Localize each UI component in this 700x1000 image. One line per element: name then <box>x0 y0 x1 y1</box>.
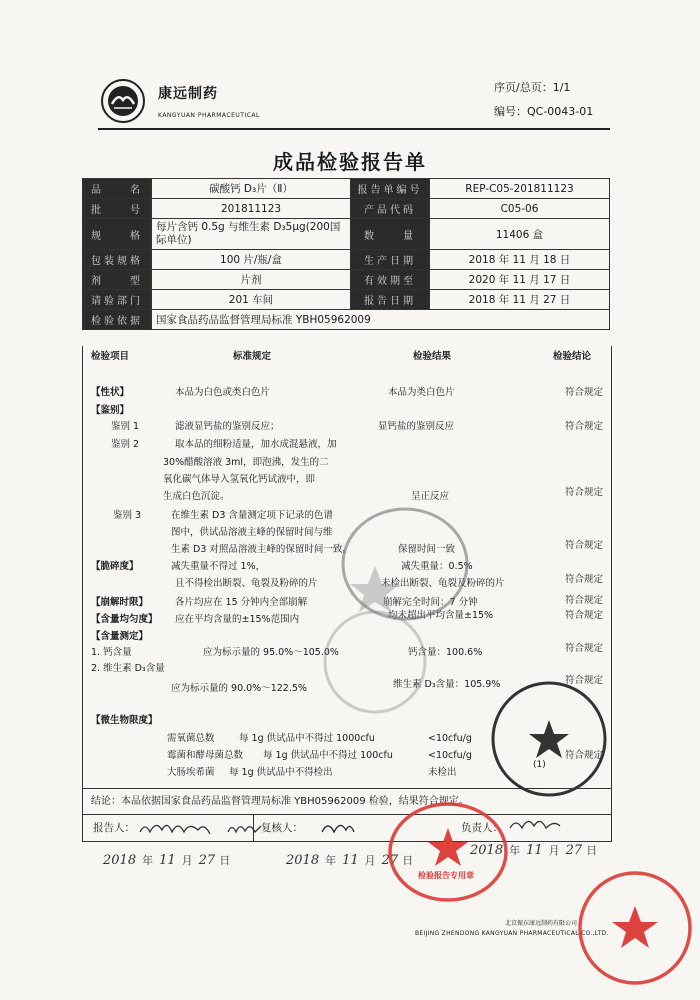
std-vitamin-d3: 应为标示量的 90.0%～122.5% <box>171 683 307 694</box>
expiry-value: 2020 年 11 月 17 日 <box>430 270 610 290</box>
item-id2: 鉴别 2 <box>111 439 140 450</box>
con-microbial: 符合规定 <box>565 750 604 761</box>
item-uniformity: 【含量均匀度】 <box>91 614 158 625</box>
res-vitamin-d3: 维生素 D₃含量：105.9% <box>393 679 501 690</box>
con-id3: 符合规定 <box>565 540 604 551</box>
std-friability-1: 减失重量不得过 1%， <box>171 561 266 572</box>
con-id2: 符合规定 <box>565 487 604 498</box>
dept-label: 请验部门 <box>83 290 152 310</box>
std-calcium: 应为标示量的 95.0%～105.0% <box>203 647 339 658</box>
product-name-label: 品 名 <box>83 179 152 199</box>
std-id3-line3: 生素 D3 对照品溶液主峰的保留时间一致。 <box>171 544 352 555</box>
col-header-result: 检验结果 <box>413 351 452 362</box>
item-disintegration: 【崩解时限】 <box>91 597 149 608</box>
spec-label: 规 格 <box>83 219 152 250</box>
reporter-date-day: 27 <box>198 853 216 868</box>
responsible-date-month-char: 月 <box>548 844 560 857</box>
basis-value: 国家食品药品监督管理局标准 YBH05962009 <box>152 310 610 330</box>
item-calcium: 1. 钙含量 <box>91 647 132 658</box>
footer-company-cn: 北京振东康远制药有限公司 <box>505 920 578 927</box>
responsible-date-year: 2018 <box>470 843 504 858</box>
item-appearance: 【性状】 <box>91 387 130 398</box>
res-friability-2: 未检出断裂、龟裂及粉碎的片 <box>381 578 505 589</box>
report-date-value: 2018 年 11 月 27 日 <box>430 290 610 310</box>
std-appearance: 本品为白色或类白色片 <box>175 387 271 398</box>
footer-company-en: BEIJING ZHENDONG KANGYUAN PHARMACEUTICAL CO.,LTD. <box>415 930 609 937</box>
std-id2-line2: 30%醋酸溶液 3ml，即泡沸，发生的二 <box>163 457 329 468</box>
item-identification: 【鉴别】 <box>91 405 130 416</box>
res-appearance: 本品为类白色片 <box>388 387 455 398</box>
item-microbial: 【微生物限度】 <box>91 715 158 726</box>
reviewer-date-day: 27 <box>381 853 399 868</box>
reporter-date-year-char: 年 <box>142 854 154 867</box>
mfg-date-value: 2018 年 11 月 18 日 <box>430 250 610 270</box>
con-id1: 符合规定 <box>565 421 604 432</box>
col-header-standard: 标准规定 <box>233 351 272 362</box>
res-friability-1: 减失重量：0.5% <box>401 561 473 572</box>
stamp-quality-dept <box>300 484 510 714</box>
mfg-date-label: 生产日期 <box>351 250 430 270</box>
con-calcium: 符合规定 <box>565 643 604 654</box>
document-number: 编号：QC-0043-01 <box>494 105 594 118</box>
spec-value: 每片含钙 0.5g 与维生素 D₃5μg(200国际单位) <box>152 219 351 250</box>
reviewer-date-year: 2018 <box>286 853 320 868</box>
std-uniformity: 应在平均含量的±15%范围内 <box>175 614 300 625</box>
con-vitamin-d3: 符合规定 <box>565 675 604 686</box>
expiry-label: 有效期至 <box>351 270 430 290</box>
pack-label: 包装规格 <box>83 250 152 270</box>
reporter-date-year: 2018 <box>103 853 137 868</box>
col-header-conclusion: 检验结论 <box>553 351 592 362</box>
dept-value: 201 车间 <box>152 290 351 310</box>
reviewer-label: 复核人： <box>261 822 303 834</box>
responsible-label: 负责人： <box>461 822 503 834</box>
item-assay: 【含量测定】 <box>91 631 149 642</box>
report-no-value: REP-C05-201811123 <box>430 179 610 199</box>
std-id1: 滤液显钙盐的鉴别反应； <box>175 421 280 432</box>
form-label: 剂 型 <box>83 270 152 290</box>
stamp-quality-inspection <box>486 676 612 802</box>
responsible-date-year-char: 年 <box>509 844 521 857</box>
std-id2-line1: 取本品的细粉适量，加水成混悬液，加 <box>175 439 337 450</box>
con-friability: 符合规定 <box>565 574 604 585</box>
item-id1: 鉴别 1 <box>111 421 140 432</box>
company-name: 康远制药 <box>158 86 218 102</box>
batch-value: 201811123 <box>152 199 351 219</box>
product-code-value: C05-06 <box>430 199 610 219</box>
item-yeast-mold: 霉菌和酵母菌总数 <box>167 750 244 761</box>
report-date-label: 报告日期 <box>351 290 430 310</box>
res-disintegration: 崩解完全时间：7 分钟 <box>383 597 478 608</box>
item-id3: 鉴别 3 <box>113 510 142 521</box>
res-aerobic: <10cfu/g <box>428 733 472 744</box>
stamp-report-center: 检验报告专用章 <box>418 871 474 880</box>
stamp-report <box>386 800 510 910</box>
stamp-inspection-number: (1) <box>533 760 546 770</box>
std-ecoli: 每 1g 供试品中不得检出 <box>229 767 333 778</box>
reviewer-date-year-char: 年 <box>325 854 337 867</box>
col-header-item: 检验项目 <box>91 351 130 362</box>
std-id2-line3: 氧化碳气体导入氢氧化钙试液中，即 <box>163 474 316 485</box>
reporter-label: 报告人： <box>93 822 135 834</box>
con-uniformity: 符合规定 <box>565 610 604 621</box>
stamp-suzhou <box>575 868 695 988</box>
reporter-date-month-char: 月 <box>181 854 193 867</box>
conclusion-text: 结论：本品依据国家食品药品监督管理局标准 YBH05962009 检验，结果符合规定。 <box>91 796 469 807</box>
item-vitamin-d3: 2. 维生素 D₃含量 <box>91 663 165 674</box>
product-code-label: 产品代码 <box>351 199 430 219</box>
std-aerobic: 每 1g 供试品中不得过 1000cfu <box>239 733 375 744</box>
con-disintegration: 符合规定 <box>565 595 604 606</box>
std-id3-line1: 在维生素 D3 含量测定项下记录的色谱 <box>171 510 333 521</box>
reporter-date-month: 11 <box>159 853 176 868</box>
res-id2: 呈正反应 <box>411 491 450 502</box>
responsible-date-day-char: 日 <box>586 844 598 857</box>
batch-label: 批 号 <box>83 199 152 219</box>
responsible-date-month: 11 <box>526 843 543 858</box>
qty-value: 11406 盒 <box>430 219 610 250</box>
reviewer-date-day-char: 日 <box>402 854 414 867</box>
std-disintegration: 各片均应在 15 分钟内全部崩解 <box>175 597 308 608</box>
responsible-date-day: 27 <box>565 843 583 858</box>
std-yeast-mold: 每 1g 供试品中不得过 100cfu <box>263 750 393 761</box>
reviewer-date-month: 11 <box>342 853 359 868</box>
basis-label: 检验依据 <box>83 310 152 330</box>
qty-label: 数 量 <box>351 219 430 250</box>
con-appearance: 符合规定 <box>565 387 604 398</box>
res-calcium: 钙含量：100.6% <box>408 647 483 658</box>
res-id1: 显钙盐的鉴别反应 <box>378 421 455 432</box>
reviewer-date-month-char: 月 <box>364 854 376 867</box>
item-aerobic: 需氧菌总数 <box>167 733 215 744</box>
product-name-value: 碳酸钙 D₃片（Ⅱ） <box>152 179 351 199</box>
res-ecoli: 未检出 <box>428 767 457 778</box>
std-friability-2: 且不得检出断裂、龟裂及粉碎的片 <box>175 578 318 589</box>
reporter-date-day-char: 日 <box>219 854 231 867</box>
std-id2-line4: 生成白色沉淀。 <box>163 491 230 502</box>
form-value: 片剂 <box>152 270 351 290</box>
report-title: 成品检验报告单 <box>273 150 427 174</box>
reporter-date <box>103 852 234 868</box>
res-yeast-mold: <10cfu/g <box>428 750 472 761</box>
pack-value: 100 片/瓶/盒 <box>152 250 351 270</box>
report-no-label: 报告单编号 <box>351 179 430 199</box>
item-friability: 【脆碎度】 <box>91 561 139 572</box>
res-uniformity: 均未超出平均含量±15% <box>388 610 494 621</box>
page-info: 序页/总页：1/1 <box>494 81 571 94</box>
item-ecoli: 大肠埃希菌 <box>167 767 215 778</box>
std-id3-line2: 图中，供试品溶液主峰的保留时间与维 <box>171 527 333 538</box>
company-name-en: KANGYUAN PHARMACEUTICAL <box>158 112 260 119</box>
res-id3: 保留时间一致 <box>398 544 456 555</box>
